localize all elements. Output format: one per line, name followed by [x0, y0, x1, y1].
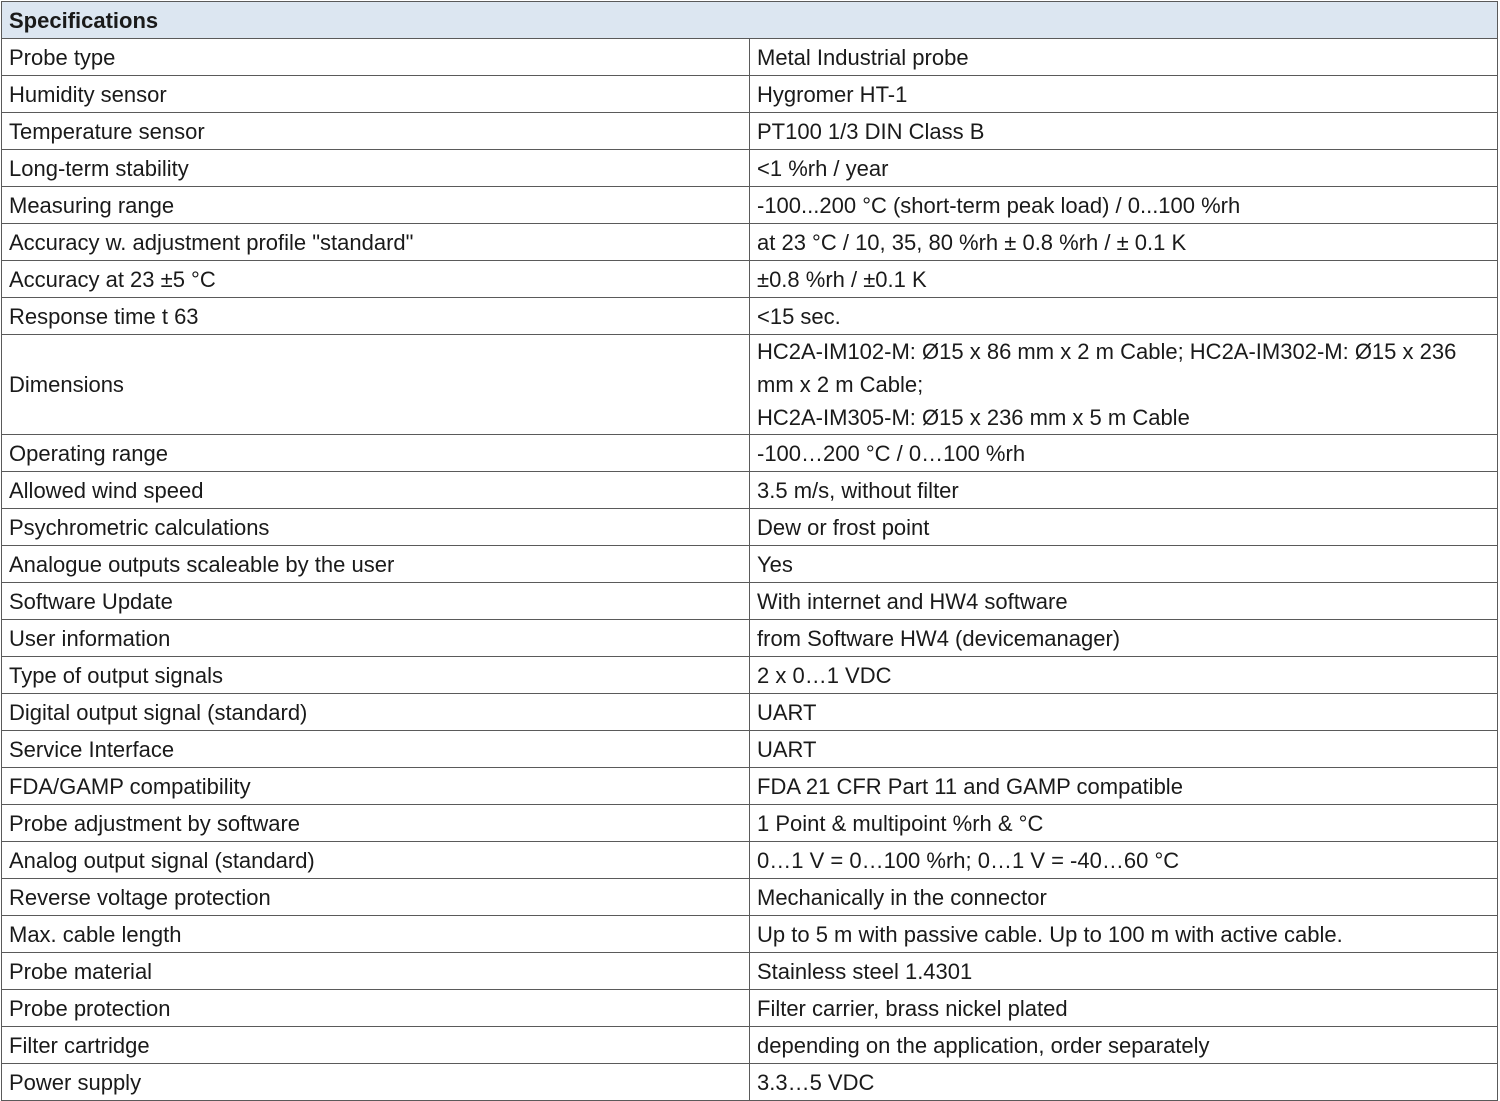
spec-value: 2 x 0…1 VDC: [750, 657, 1498, 694]
table-row: [2, 953, 1498, 990]
spec-value: [750, 335, 1498, 435]
spec-value: UART: [750, 694, 1498, 731]
table-body: [2, 39, 1498, 1101]
table-row: [2, 187, 1498, 224]
table-header: Specifications: [2, 2, 1498, 39]
table-row: [2, 916, 1498, 953]
spec-value: UART: [750, 731, 1498, 768]
spec-value: <1 %rh / year: [750, 150, 1498, 187]
spec-value: -100...200 °C (short-term peak load) / 0...100 %rh: [750, 187, 1498, 224]
table-row: [2, 298, 1498, 335]
spec-label: Type of output signals: [2, 657, 750, 694]
table-row: [2, 76, 1498, 113]
table-row: [2, 583, 1498, 620]
spec-label: Probe adjustment by software: [2, 805, 750, 842]
spec-label: Allowed wind speed: [2, 472, 750, 509]
spec-value-line: HC2A-IM102-M: Ø15 x 86 mm x 2 m Cable; HC2A-IM302-M: Ø15 x 236 mm x 2 m Cable;: [757, 339, 1457, 397]
spec-label: Accuracy w. adjustment profile "standard": [2, 224, 750, 261]
spec-label: Probe protection: [2, 990, 750, 1027]
spec-value: <15 sec.: [750, 298, 1498, 335]
table-row: [2, 224, 1498, 261]
spec-label: Service Interface: [2, 731, 750, 768]
spec-label: Reverse voltage protection: [2, 879, 750, 916]
spec-label: Psychrometric calculations: [2, 509, 750, 546]
spec-label: Analog output signal (standard): [2, 842, 750, 879]
spec-value: 0…1 V = 0…100 %rh; 0…1 V = -40…60 °C: [750, 842, 1498, 879]
table-row: [2, 261, 1498, 298]
spec-value: -100…200 °C / 0…100 %rh: [750, 435, 1498, 472]
spec-label: Measuring range: [2, 187, 750, 224]
spec-value: Dew or frost point: [750, 509, 1498, 546]
spec-value: ±0.8 %rh / ±0.1 K: [750, 261, 1498, 298]
spec-label: Digital output signal (standard): [2, 694, 750, 731]
spec-label: Operating range: [2, 435, 750, 472]
table-row: [2, 879, 1498, 916]
table-row: [2, 1064, 1498, 1101]
spec-value: Hygromer HT-1: [750, 76, 1498, 113]
table-row: [2, 768, 1498, 805]
spec-label: Filter cartridge: [2, 1027, 750, 1064]
specifications-table: [1, 1, 1498, 1101]
spec-value: at 23 °C / 10, 35, 80 %rh ± 0.8 %rh / ± 0.1 K: [750, 224, 1498, 261]
spec-value: Stainless steel 1.4301: [750, 953, 1498, 990]
spec-value: Yes: [750, 546, 1498, 583]
spec-value: Up to 5 m with passive cable. Up to 100 m with active cable.: [750, 916, 1498, 953]
table-row: [2, 805, 1498, 842]
spec-value: 3.3…5 VDC: [750, 1064, 1498, 1101]
table-header-row: [2, 2, 1498, 39]
spec-label: Analogue outputs scaleable by the user: [2, 546, 750, 583]
spec-label: FDA/GAMP compatibility: [2, 768, 750, 805]
spec-label: Dimensions: [2, 335, 750, 435]
spec-label: Probe material: [2, 953, 750, 990]
spec-label: Long-term stability: [2, 150, 750, 187]
spec-value: from Software HW4 (devicemanager): [750, 620, 1498, 657]
spec-value: 1 Point & multipoint %rh & °C: [750, 805, 1498, 842]
spec-value: PT100 1/3 DIN Class B: [750, 113, 1498, 150]
table-row: [2, 1027, 1498, 1064]
spec-value-line: HC2A-IM305-M: Ø15 x 236 mm x 5 m Cable: [757, 405, 1190, 430]
table-row: [2, 842, 1498, 879]
spec-value: Filter carrier, brass nickel plated: [750, 990, 1498, 1027]
table-row: [2, 731, 1498, 768]
spec-value: FDA 21 CFR Part 11 and GAMP compatible: [750, 768, 1498, 805]
spec-label: Software Update: [2, 583, 750, 620]
spec-label: Max. cable length: [2, 916, 750, 953]
table-row: [2, 509, 1498, 546]
table-row: [2, 657, 1498, 694]
table-row: [2, 546, 1498, 583]
spec-label: Humidity sensor: [2, 76, 750, 113]
table-row: [2, 150, 1498, 187]
spec-value: Mechanically in the connector: [750, 879, 1498, 916]
table-row: [2, 694, 1498, 731]
spec-label: User information: [2, 620, 750, 657]
spec-value: With internet and HW4 software: [750, 583, 1498, 620]
spec-label: Accuracy at 23 ±5 °C: [2, 261, 750, 298]
spec-value: Metal Industrial probe: [750, 39, 1498, 76]
table-row: [2, 472, 1498, 509]
spec-label: Probe type: [2, 39, 750, 76]
table-row: [2, 335, 1498, 435]
spec-value: 3.5 m/s, without filter: [750, 472, 1498, 509]
table-row: [2, 39, 1498, 76]
table-row: [2, 113, 1498, 150]
spec-label: Temperature sensor: [2, 113, 750, 150]
table-row: [2, 990, 1498, 1027]
table-row: [2, 435, 1498, 472]
spec-value: depending on the application, order separately: [750, 1027, 1498, 1064]
table-row: [2, 620, 1498, 657]
spec-label: Response time t 63: [2, 298, 750, 335]
spec-label: Power supply: [2, 1064, 750, 1101]
